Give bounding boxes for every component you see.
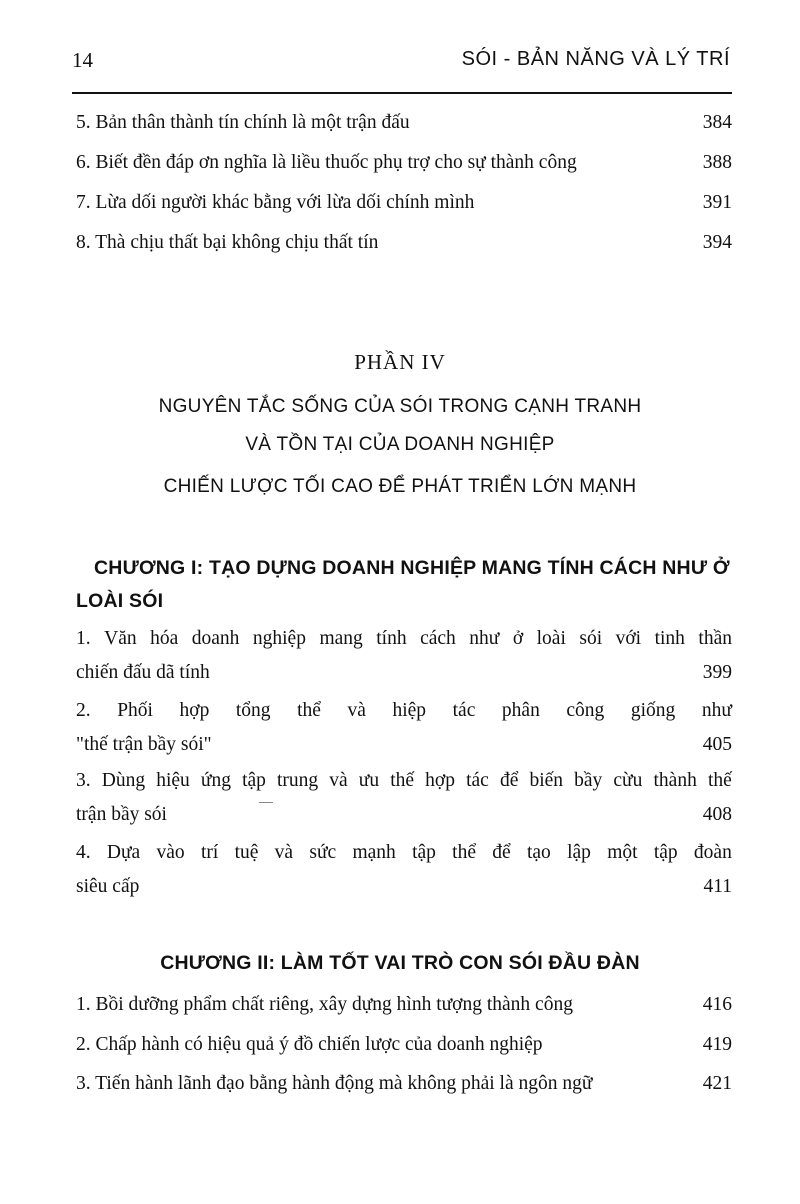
toc-entry-word: sức	[309, 842, 337, 863]
toc-entry-word: nghiệp	[252, 628, 306, 649]
toc-entry	[76, 840, 732, 900]
toc-entry-word: để	[499, 770, 519, 791]
toc-entry-word: cách	[420, 628, 456, 649]
header-rule	[72, 92, 732, 94]
toc-entry-word: hiệu	[156, 770, 190, 791]
toc-entry-page: 421	[702, 1073, 732, 1094]
toc-entry-word: doanh	[191, 628, 240, 649]
toc-entry-word: thần	[698, 628, 732, 649]
toc-entry-word: 1.	[76, 628, 91, 649]
toc-entry-title: 7. Lừa dối người khác bằng với lừa dối chính mình	[76, 192, 475, 213]
part-subtitle-line: NGUYÊN TẮC SỐNG CỦA SÓI TRONG CẠNH TRANH	[158, 396, 642, 417]
page-number: 14	[72, 48, 93, 72]
part-subtitle-line: VÀ TỒN TẠI CỦA DOANH NGHIỆP	[245, 434, 555, 455]
toc-entry-word: cừu	[613, 770, 643, 791]
toc-entry-word: Dùng	[101, 770, 146, 791]
toc-entry-word: Phối	[117, 700, 153, 721]
toc-entry-word: bầy	[574, 770, 603, 791]
toc-entry-page: 419	[702, 1034, 732, 1055]
toc-entry-title: 2. Chấp hành có hiệu quả ý đồ chiến lược của doanh nghiệp	[76, 1034, 543, 1055]
chapter-heading-continued: LOÀI SÓI	[76, 590, 164, 612]
toc-entry-page: 416	[702, 994, 732, 1015]
toc-entry-word: một	[607, 842, 638, 863]
toc-entry-word: hiệp	[392, 700, 427, 721]
toc-entry-word: 3.	[76, 770, 91, 791]
toc-entry-word: vào	[156, 842, 185, 863]
toc-entry-title-continued: chiến đấu dã tính	[76, 662, 210, 683]
toc-entry-line	[76, 768, 732, 802]
toc-entry-word: thành	[653, 770, 697, 791]
toc-entry-line	[76, 698, 732, 732]
book-title: SÓI - BẢN NĂNG VÀ LÝ TRÍ	[461, 48, 730, 70]
chapter-heading: CHƯƠNG II: LÀM TỐT VAI TRÒ CON SÓI ĐẦU ĐÀN	[160, 952, 640, 974]
part-subtitle-line: CHIẾN LƯỢC TỐI CAO ĐỂ PHÁT TRIỂN LỚN MẠNH	[163, 476, 637, 497]
toc-entry-page: 394	[702, 232, 732, 253]
toc-entry-word: hợp	[425, 770, 455, 791]
toc-entry-word: tập	[242, 770, 266, 791]
toc-entry-line	[76, 626, 732, 660]
toc-entry-word: thể	[452, 842, 476, 863]
toc-entry-page: 384	[702, 112, 732, 133]
toc-entry	[76, 768, 732, 828]
toc-entry-word: lập	[567, 842, 591, 863]
toc-entry	[76, 626, 732, 686]
toc-entry-word: ở	[512, 628, 524, 649]
toc-entry-word: hóa	[150, 628, 179, 649]
toc-entry-word: đoàn	[693, 842, 732, 863]
toc-entry-word: tính	[376, 628, 407, 649]
toc-entry-word: tinh	[654, 628, 685, 649]
toc-entry-title-continued: siêu cấp	[76, 876, 140, 897]
toc-entry-word: 2.	[76, 700, 91, 721]
toc-entry-page: 405	[702, 734, 732, 755]
toc-entry-word: Văn	[104, 628, 137, 649]
toc-entry-word: loài	[536, 628, 566, 649]
toc-entry	[76, 698, 732, 758]
toc-entry-title: 1. Bồi dưỡng phẩm chất riêng, xây dựng hình tượng thành công	[76, 994, 573, 1015]
part-title: PHẦN IV	[354, 350, 446, 374]
toc-entry-word: tập	[412, 842, 436, 863]
toc-entry-word: giống	[630, 700, 676, 721]
toc-entry-word: trí	[200, 842, 219, 863]
toc-entry-word: và	[329, 770, 348, 791]
toc-entry-word: mạnh	[352, 842, 396, 863]
toc-entry-page: 408	[702, 804, 732, 825]
toc-entry-word: phân	[501, 700, 540, 721]
toc-entry-word: như	[469, 628, 500, 649]
toc-entry-title: 6. Biết đền đáp ơn nghĩa là liều thuốc phụ trợ cho sự thành công	[76, 152, 577, 173]
toc-entry-word: Dựa	[106, 842, 141, 863]
toc-entry-word: như	[701, 700, 732, 721]
toc-entry-word: tập	[653, 842, 678, 863]
toc-entry-word: và	[347, 700, 366, 721]
toc-entry-word: biến	[529, 770, 564, 791]
chapter-heading: CHƯƠNG I: TẠO DỰNG DOANH NGHIỆP MANG TÍNH CÁCH NHƯ Ở	[94, 557, 730, 579]
toc-entry-word: và	[274, 842, 294, 863]
toc-entry-word: hợp	[179, 700, 210, 721]
toc-entry-page: 411	[703, 876, 732, 897]
toc-entry-title: 5. Bản thân thành tín chính là một trận đấu	[76, 112, 410, 133]
running-header	[72, 48, 730, 78]
toc-entry-word: thể	[297, 700, 321, 721]
toc-entry-word: tuệ	[234, 842, 259, 863]
toc-entry-title: 3. Tiến hành lãnh đạo bằng hành động mà không phải là ngôn ngữ	[76, 1073, 593, 1094]
toc-entry-word: 4.	[76, 842, 91, 863]
toc-entry-word: ứng	[200, 770, 231, 791]
toc-entry-page: 388	[702, 152, 732, 173]
toc-entry-word: tổng	[235, 700, 271, 721]
toc-entry-word: với	[615, 628, 642, 649]
toc-entry-word: tác	[452, 700, 476, 721]
toc-entry-line	[76, 840, 732, 874]
toc-entry-word: để	[492, 842, 511, 863]
toc-entry-word: trung	[277, 770, 319, 791]
toc-entry-word: sói	[579, 628, 603, 649]
toc-entry-page: 391	[702, 192, 732, 213]
toc-entry-word: thế	[390, 770, 415, 791]
toc-entry-word: công	[566, 700, 605, 721]
toc-entry-title-continued: "thế trận bầy sói"	[76, 734, 212, 755]
toc-entry-title-continued: trận bầy sói	[76, 804, 167, 825]
toc-entry-title: 8. Thà chịu thất bại không chịu thất tín	[76, 232, 379, 253]
print-mark	[259, 802, 273, 803]
toc-entry-word: mang	[319, 628, 363, 649]
toc-entry-word: tác	[466, 770, 489, 791]
toc-entry-word: thế	[707, 770, 732, 791]
toc-entry-page: 399	[702, 662, 732, 683]
toc-entry-word: tạo	[526, 842, 551, 863]
toc-entry-word: ưu	[358, 770, 380, 791]
